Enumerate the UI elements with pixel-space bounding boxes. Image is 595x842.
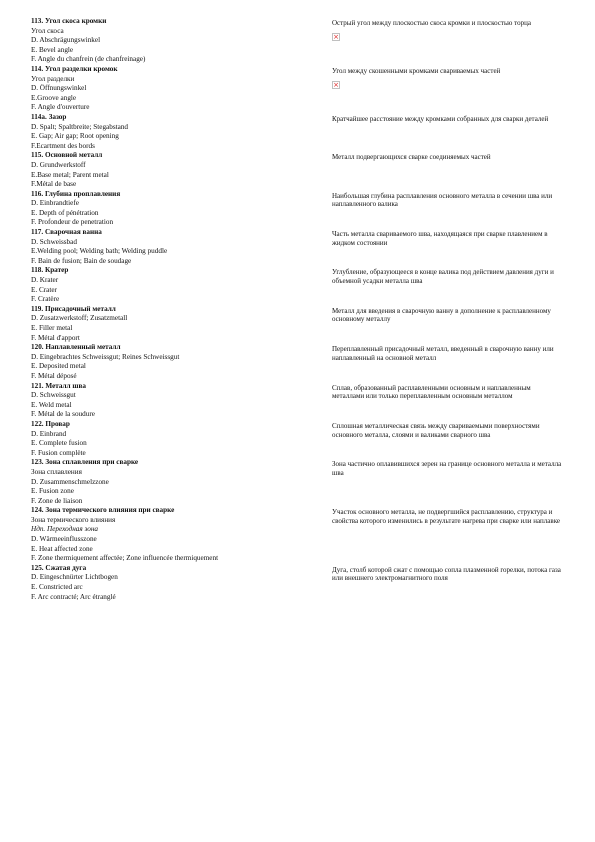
term-names — [31, 564, 332, 602]
term-definition-cell — [332, 343, 564, 362]
term-synonym: D. Eingebrachtes Schweissgut; Reines Schweissgut — [31, 352, 180, 361]
term-synonym: F. Cratère — [31, 295, 60, 304]
term-entry — [31, 506, 571, 564]
term-synonym: E.Welding pool; Welding bath; Welding puddle — [31, 247, 168, 256]
term-heading: 115. Основной металл — [31, 151, 103, 160]
term-definition-cell — [332, 382, 564, 401]
term-synonym: F. Zone de liaison — [31, 496, 83, 505]
term-names — [31, 305, 332, 343]
term-synonym: F. Métal d'apport — [31, 333, 80, 342]
term-heading: 124. Зона термического влияния при сварке — [31, 506, 175, 515]
term-entry — [31, 382, 571, 420]
term-synonym: D. Spalt; Spaltbreite; Stegabstand — [31, 122, 129, 131]
term-synonym: D. Einbrand — [31, 429, 67, 438]
term-heading: 119. Присадочный металл — [31, 304, 116, 313]
term-synonym: F. Arc contracté; Arc étranglé — [31, 592, 116, 601]
term-names — [31, 420, 332, 458]
term-heading: 123. Зона сплавления при сварке — [31, 458, 139, 467]
term-synonym: E. Bevel angle — [31, 45, 74, 54]
term-heading: 121. Металл шва — [31, 381, 86, 390]
term-synonym: Зона термического влияния — [31, 515, 116, 524]
term-entry — [31, 266, 571, 304]
term-entry — [31, 458, 571, 506]
term-synonym: E. Weld metal — [31, 400, 72, 409]
term-definition-cell — [332, 65, 564, 94]
term-definition-cell — [332, 266, 564, 285]
term-entry — [31, 564, 571, 602]
term-definition: Участок основного металла, не подвергшийся расплавлению, структура и свойства которого изменились в результате нагрева при сварке или наплавке — [332, 508, 561, 525]
term-entry — [31, 420, 571, 458]
term-synonym: F.Métal de base — [31, 180, 77, 189]
term-synonym: D. Abschrägungswinkel — [31, 36, 101, 45]
term-definition: Дуга, столб которой сжат с помощью сопла плазменной горелки, потока газа или внешнего электромагнитного поля — [332, 565, 561, 583]
term-heading: 122. Провар — [31, 419, 70, 428]
term-synonym: F. Zone thermiquement affectée; Zone influencée thermiquement — [31, 554, 219, 563]
term-synonym: D. Einbrandtiefe — [31, 199, 79, 208]
term-synonym: F. Profondeur de penetration — [31, 218, 114, 227]
term-definition-cell — [332, 17, 564, 46]
term-synonym: D. Zusatzwerkstoff; Zusatzmetall — [31, 314, 128, 323]
term-entry — [31, 228, 571, 266]
term-definition: Сплав, образованный расплавленными основным и наплавленным металлами или только переплавленным основным металлом — [332, 383, 531, 401]
term-synonym: D. Schweissbad — [31, 237, 77, 246]
term-names — [31, 113, 332, 151]
term-synonym: F. Métal déposé — [31, 371, 77, 380]
term-synonym: D. Zusammenschmelzzone — [31, 477, 109, 486]
term-synonym: E. Depth of pénétration — [31, 208, 99, 217]
term-entry — [31, 305, 571, 343]
term-definition-cell — [332, 506, 564, 525]
term-entry — [31, 113, 571, 151]
term-definition-cell — [332, 151, 564, 162]
term-names — [31, 228, 332, 266]
term-heading: 118. Кратер — [31, 266, 69, 275]
broken-image-icon: × — [333, 32, 339, 41]
term-definition-cell — [332, 305, 564, 324]
term-synonym: E. Crater — [31, 285, 57, 294]
term-list — [31, 17, 571, 602]
broken-image-icon: × — [333, 80, 339, 89]
term-synonym: Угол разделки — [31, 74, 75, 83]
term-synonym: Угол скоса — [31, 26, 64, 35]
term-definition: Сплошная металлическая связь между свариваемыми поверхностями основного металла, слоями и валиками сварного шва — [332, 421, 540, 439]
term-names — [31, 65, 332, 113]
term-synonym: D. Krater — [31, 276, 59, 285]
term-names — [31, 382, 332, 420]
term-heading: 114. Угол разделки кромок — [31, 64, 118, 73]
term-synonym: D. Eingeschnürter Lichtbogen — [31, 573, 118, 582]
term-synonym: D. Wärmeeinflusszone — [31, 535, 97, 544]
term-entry — [31, 190, 571, 228]
term-definition: Кратчайшее расстояние между кромками собранных для сварки деталей — [332, 114, 549, 123]
term-definition-cell — [332, 458, 564, 477]
term-synonym: E.Groove angle — [31, 93, 77, 102]
term-definition: Металл подвергающихся сварке соединяемых частей — [332, 153, 491, 162]
term-definition: Часть металла свариваемого шва, находящаяся при сварке плавлением в жидком состоянии — [332, 230, 548, 247]
term-definition: Острый угол между плоскостью скоса кромки и плоскостью торца — [332, 19, 531, 27]
term-definition-cell — [332, 113, 564, 124]
term-synonym: Зона сплавления — [31, 467, 82, 476]
term-definition: Зона частично оплавившихся зерен на границе основного металла и металла шва — [332, 460, 562, 477]
term-synonym: F. Métal de la soudure — [31, 410, 95, 419]
term-names — [31, 190, 332, 228]
term-definition: Переплавленный присадочный металл, введенный в сварочную ванну или наплавленный на основной металл — [332, 345, 554, 362]
term-entry — [31, 343, 571, 381]
term-entry — [31, 17, 571, 65]
term-definition: Угол между скошенными кромками свариваемых частей — [332, 66, 501, 75]
term-synonym: F. Angle du chanfrein (de chanfreinage) — [31, 55, 146, 64]
term-entry — [31, 151, 571, 189]
term-synonym: E. Deposited metal — [31, 362, 86, 371]
term-synonym: E.Base metal; Parent metal — [31, 170, 109, 179]
term-names — [31, 151, 332, 189]
term-synonym: F.Ecartment des bords — [31, 141, 95, 150]
term-heading: 117. Сварочная ванна — [31, 228, 102, 237]
term-synonym: E. Heat affected zone — [31, 544, 93, 553]
term-synonym: E. Constricted arc — [31, 583, 83, 592]
term-definition: Металл для введения в сварочную ванну в дополнение к расплавленному основному металлу — [332, 306, 551, 324]
term-heading: 120. Наплавленный металл — [31, 343, 121, 352]
term-definition: Наибольшая глубина расплавления основного металла в сечении шва или наплавленного валика — [332, 191, 553, 209]
term-names — [31, 506, 332, 564]
term-definition-cell — [332, 228, 564, 247]
term-synonym: D. Öffnungswinkel — [31, 84, 87, 93]
term-synonym: E. Fusion zone — [31, 487, 74, 496]
term-synonym: F. Fusion complète — [31, 448, 86, 457]
term-heading: 116. Глубина проплавления — [31, 189, 121, 198]
term-definition: Углубление, образующееся в конце валика под действием давления дуги и объемной усадки металла шва — [332, 268, 554, 286]
term-synonym: F. Bain de fusion; Bain de soudage — [31, 256, 132, 265]
term-definition-cell — [332, 564, 564, 583]
term-synonym: D. Grundwerkstoff — [31, 160, 86, 169]
term-synonym: E. Filler metal — [31, 324, 73, 332]
term-heading: 113. Угол скоса кромки — [31, 17, 107, 25]
term-definition-cell — [332, 190, 564, 209]
term-synonym: F. Angle d'ouverture — [31, 103, 90, 112]
term-names — [31, 343, 332, 381]
term-names — [31, 458, 332, 506]
term-names — [31, 266, 332, 304]
term-entry — [31, 65, 571, 113]
term-synonym: E. Complete fusion — [31, 439, 87, 448]
term-heading: 125. Сжатая дуга — [31, 563, 87, 572]
term-synonym: D. Schweissgut — [31, 391, 76, 400]
term-synonym: Ндп. Переходная зона — [31, 525, 98, 534]
term-heading: 114a. Зазор — [31, 112, 67, 121]
term-definition-cell — [332, 420, 564, 439]
term-synonym: E. Gap; Air gap; Root opening — [31, 132, 119, 141]
term-names — [31, 17, 332, 65]
